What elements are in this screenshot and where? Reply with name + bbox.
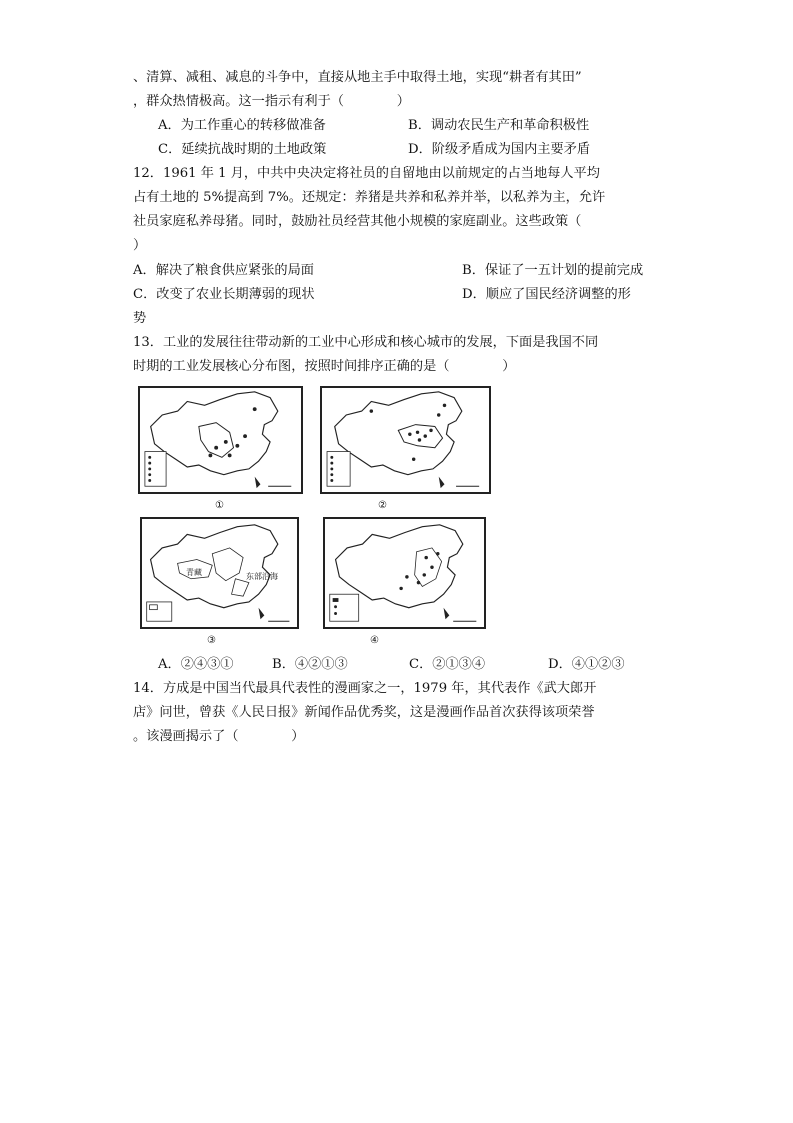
map-1-china-outline (140, 388, 301, 492)
map-2 (320, 386, 491, 494)
q11-option-b[interactable]: B．调动农民生产和革命积极性 (408, 118, 590, 133)
q13-line-1: 13．工业的发展往往带动新的工业中心形成和核心城市的发展，下面是我国不同 (133, 335, 599, 350)
map-1 (138, 386, 303, 494)
map-3 (140, 517, 299, 629)
map-2-china-outline (322, 388, 489, 492)
q12-line-1: 12．1961 年 1 月，中共中央决定将社员的自留地由以前规定的占当地每人平均 (133, 166, 600, 181)
q11-line-1: 、清算、减租、减息的斗争中，直接从地主手中取得土地，实现“耕者有其田” (133, 70, 582, 85)
q11-option-c[interactable]: C．延续抗战时期的土地政策 (158, 142, 327, 157)
q12-line-2: 占有土地的 5%提高到 7%。还规定：养猪是共养和私养并举，以私养为主，允许 (133, 190, 606, 205)
q12-line-3: 社员家庭私养母猪。同时，鼓励社员经营其他小规模的家庭副业。这些政策（ (133, 214, 582, 229)
q14-line-1: 14．方成是中国当代最具代表性的漫画家之一，1979 年，其代表作《武大郎开 (133, 681, 597, 696)
q13-option-b[interactable]: B．④②①③ (272, 657, 348, 672)
map-3-label-east-coast: 东部沿海 (246, 572, 278, 581)
q12-option-b[interactable]: B．保证了一五计划的提前完成 (462, 263, 644, 278)
q13-option-a[interactable]: A．②④③① (158, 657, 234, 672)
q12-line-4: ） (133, 238, 147, 253)
q12-option-d[interactable]: D．顺应了国民经济调整的形 (462, 287, 631, 302)
q11-option-d[interactable]: D．阶级矛盾成为国内主要矛盾 (408, 142, 591, 157)
map-3-caption: ③ (207, 635, 216, 646)
q13-line-2: 时期的工业发展核心分布图，按照时间排序正确的是（ ） (133, 359, 516, 374)
map-4 (323, 517, 486, 629)
q13-option-d[interactable]: D．④①②③ (548, 657, 625, 672)
map-1-caption: ① (215, 500, 224, 511)
map-4-caption: ④ (370, 635, 379, 646)
map-2-caption: ② (378, 500, 387, 511)
q14-line-2: 店》问世，曾获《人民日报》新闻作品优秀奖，这是漫画作品首次获得该项荣誉 (133, 705, 595, 720)
q14-line-3: 。该漫画揭示了（ ） (133, 729, 305, 744)
map-4-china-outline (325, 519, 484, 627)
q12-option-c[interactable]: C．改变了农业长期薄弱的现状 (133, 287, 315, 302)
q11-line-2: ，群众热情极高。这一指示有利于（ ） (133, 94, 410, 109)
map-3-label-qingzang: 青藏 (186, 568, 202, 577)
q13-option-c[interactable]: C．②①③④ (409, 657, 486, 672)
q11-option-a[interactable]: A．为工作重心的转移做准备 (158, 118, 326, 133)
q12-option-a[interactable]: A．解决了粮食供应紧张的局面 (133, 263, 314, 278)
q12-line-5: 势 (133, 311, 147, 326)
